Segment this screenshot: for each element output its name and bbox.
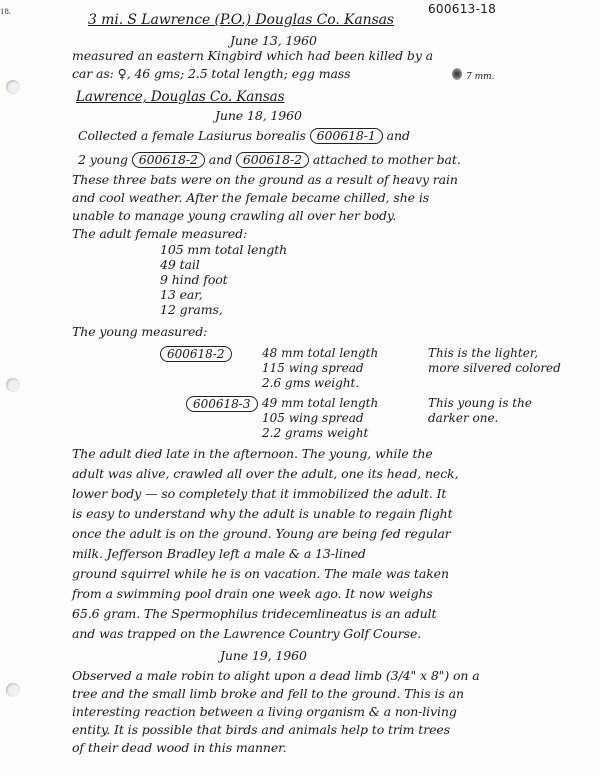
entry2-paragraph-line: is easy to understand why the adult is unable to regain flight <box>72 506 453 521</box>
entry2-paragraph-line: milk. Jefferson Bradley left a male & a 13-lined <box>72 546 366 561</box>
entry3-paragraph-line: tree and the small limb broke and fell to the ground. This is an <box>72 686 464 701</box>
binder-hole <box>6 683 20 697</box>
entry2-line: The adult female measured: <box>72 226 248 241</box>
entry1-date: June 13, 1960 <box>230 33 317 48</box>
catalog-number: 600613-18 <box>428 2 497 16</box>
specimen-id: 600618-2 <box>132 152 205 168</box>
specimen-id: 600618-1 <box>310 128 383 144</box>
young-measurement: 2.2 grams weight <box>262 426 369 440</box>
entry2-line: and cool weather. After the female became chilled, she is <box>72 190 430 205</box>
entry2-paragraph-line: adult was alive, crawled all over the adult, one its head, neck, <box>72 466 459 481</box>
adult-measurement: 13 ear, <box>160 287 203 302</box>
entry2-text: attached to mother bat. <box>312 152 461 167</box>
young-measurement: 2.6 gms weight. <box>262 376 360 390</box>
young-note: more silvered colored <box>428 361 561 375</box>
adult-measurement: 105 mm total length <box>160 242 288 257</box>
adult-measurement: 9 hind foot <box>160 272 228 287</box>
binder-hole <box>6 80 20 94</box>
egg-mass-sketch <box>452 68 462 80</box>
entry2-line: unable to manage young crawling all over her body. <box>72 208 397 223</box>
entry1-line: measured an eastern Kingbird which had been killed by a <box>72 48 434 63</box>
entry2-paragraph-line: once the adult is on the ground. Young are being fed regular <box>72 526 451 541</box>
entry1-line: car as: ♀, 46 gms; 2.5 total length; egg mass <box>72 66 351 81</box>
entry2-paragraph-line: and was trapped on the Lawrence Country Golf Course. <box>72 626 422 641</box>
entry3-paragraph-line: entity. It is possible that birds and animals help to trim trees <box>72 722 451 737</box>
entry3-paragraph-line: of their dead wood in this manner. <box>72 740 287 755</box>
entry2-text: and <box>208 152 232 167</box>
specimen-id: 600618-2 <box>160 346 232 362</box>
adult-measurement: 12 grams, <box>160 302 223 317</box>
young-measurement: 49 mm total length <box>262 396 379 410</box>
margin-mark: 18. <box>0 8 12 16</box>
young-note: darker one. <box>428 411 499 425</box>
entry2-line <box>78 128 410 144</box>
young-measurement: 115 wing spread <box>262 361 364 375</box>
entry2-date: June 18, 1960 <box>215 108 302 123</box>
entry2-location: Lawrence, Douglas Co. Kansas <box>76 89 285 105</box>
binder-hole <box>6 378 20 392</box>
entry2-text: Collected a female Lasiurus borealis <box>78 128 306 143</box>
specimen-id: 600618-3 <box>186 396 258 412</box>
young-measurement: 48 mm total length <box>262 346 379 360</box>
specimen-id: 600618-2 <box>236 152 309 168</box>
entry2-text: 2 young <box>78 152 128 167</box>
young-note: This young is the <box>428 396 532 410</box>
young-heading: The young measured: <box>72 324 208 339</box>
young-measurement: 105 wing spread <box>262 411 364 425</box>
entry2-paragraph-line: from a swimming pool drain one week ago. It now weighs <box>72 586 433 601</box>
entry3-date: June 19, 1960 <box>220 648 307 663</box>
young-note: This is the lighter, <box>428 346 539 360</box>
entry2-paragraph-line: lower body — so completely that it immobilized the adult. It <box>72 486 447 501</box>
adult-measurement: 49 tail <box>160 257 200 272</box>
entry1-location: 3 mi. S Lawrence (P.O.) Douglas Co. Kansas <box>88 12 394 28</box>
entry2-text: and <box>386 128 410 143</box>
entry2-paragraph-line: 65.6 gram. The Spermophilus tridecemlineatus is an adult <box>72 606 437 621</box>
entry2-paragraph-line: The adult died late in the afternoon. The young, while the <box>72 446 433 461</box>
egg-mass-unit: 7 mm. <box>466 72 495 82</box>
entry3-paragraph-line: Observed a male robin to alight upon a dead limb (3/4" x 8") on a <box>72 668 480 683</box>
entry2-line: These three bats were on the ground as a result of heavy rain <box>72 172 458 187</box>
entry3-paragraph-line: interesting reaction between a living organism & a non-living <box>72 704 457 719</box>
entry2-paragraph-line: ground squirrel while he is on vacation. The male was taken <box>72 566 449 581</box>
entry2-line <box>78 152 461 168</box>
